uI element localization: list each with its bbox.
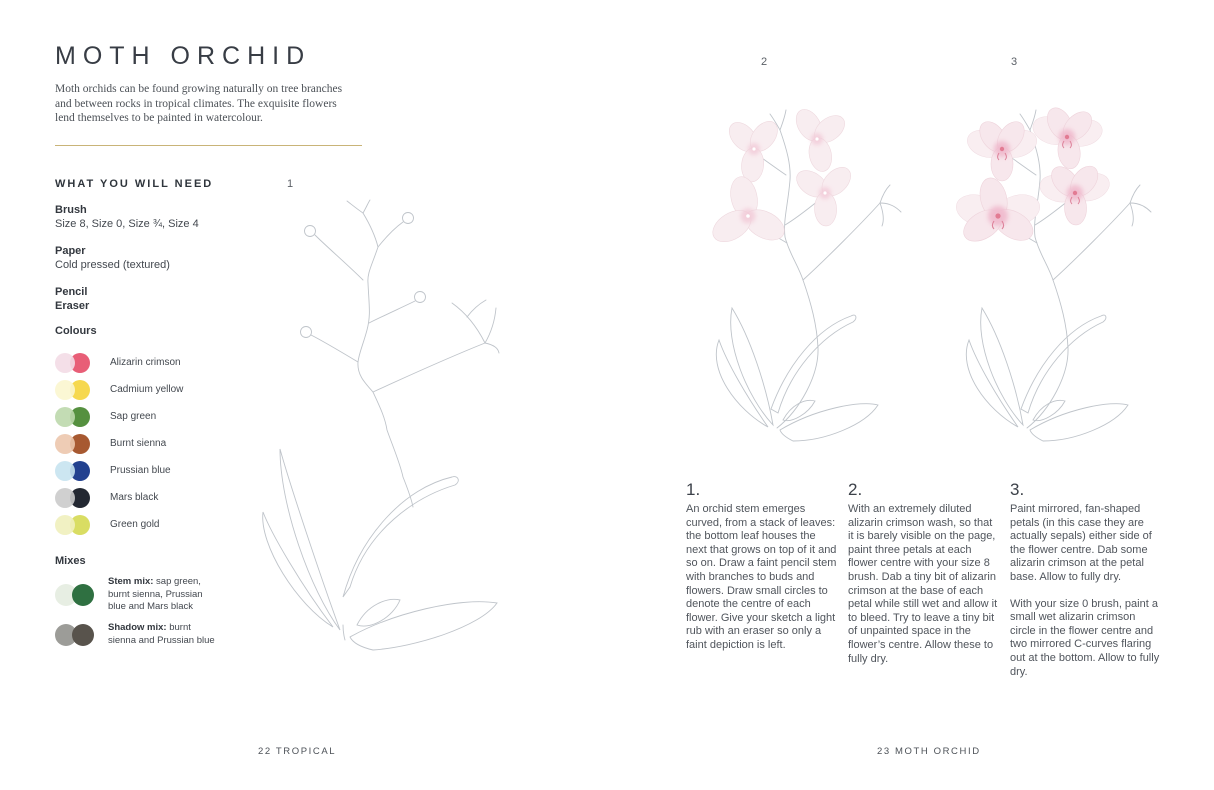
colour-label: Mars black — [110, 492, 159, 503]
step-3 — [1010, 480, 1162, 679]
colour-row — [55, 403, 183, 430]
colour-row — [55, 511, 183, 538]
step-2-number: 2. — [848, 480, 863, 499]
flower-full — [1029, 104, 1105, 171]
colour-row — [55, 430, 183, 457]
flower-wash — [724, 116, 783, 183]
flower-full — [953, 175, 1044, 248]
material-paper-label: Paper — [55, 245, 86, 257]
swatch-light-icon — [55, 488, 75, 508]
colour-row — [55, 484, 183, 511]
step-1-text: An orchid stem emerges curved, from a stack of leaves: the bottom leaf houses the next that grows on top of it and so on. Draw a faint pencil stem with branches to buds and flowers. Draw small circles to denote the centre of each flower. Give your sketch a light rub with an eraser so only a faint depiction is left. — [686, 503, 837, 651]
mix-label — [108, 576, 218, 614]
material-brush — [55, 204, 199, 231]
figure-1-pencil-sketch — [245, 185, 555, 685]
figure-label-1: 1 — [287, 178, 294, 190]
colour-label: Cadmium yellow — [110, 384, 184, 395]
swatch-light-icon — [55, 515, 75, 535]
step-2 — [848, 480, 1000, 666]
colour-row — [55, 349, 183, 376]
material-eraser-label: Eraser — [55, 299, 90, 312]
mixes-heading: Mixes — [55, 555, 86, 567]
mix-name: Shadow mix: — [108, 622, 167, 633]
swatch-light-icon — [55, 407, 75, 427]
colour-label: Prussian blue — [110, 465, 171, 476]
flower-wash — [791, 105, 850, 174]
mix-name: Stem mix: — [108, 576, 154, 587]
colours-heading: Colours — [55, 325, 97, 337]
step-3-text-2: With your size 0 brush, paint a small wet alizarin crimson circle in the flower centre and two mirrored C-curves flaring out at the bottom. Allow to fully dry. — [1010, 597, 1160, 678]
colour-row — [55, 376, 183, 403]
material-pencil-label: Pencil — [55, 286, 88, 298]
figure-3-watercolour-sketch — [915, 75, 1214, 460]
material-paper — [55, 245, 170, 272]
step-3-number: 3. — [1010, 480, 1025, 499]
footer-right-page: 23 MOTH ORCHID — [877, 746, 981, 757]
mix-ingredients: burnt sienna and Prussian blue — [108, 622, 215, 646]
mix-row-shadow — [55, 622, 218, 647]
mix-ingredients: sap green, burnt sienna, Prussian blue and Mars black — [108, 576, 203, 612]
needs-heading: WHAT YOU WILL NEED — [55, 178, 214, 190]
material-brush-detail: Size 8, Size 0, Size ¾, Size 4 — [55, 217, 199, 230]
step-2-text: With an extremely diluted alizarin crimson wash, so that it is barely visible on the page, paint three petals at each flower centre with your size 8 brush. Dab a tiny bit of alizarin crimson at the base of each petal while still wet and allow it to bleed. Try to leave a tiny bit of unpainted space in the flower’s centre. Allow these to fully dry. — [848, 503, 998, 665]
colour-list — [55, 349, 183, 538]
footer-left-page: 22 TROPICAL — [258, 746, 337, 757]
flower-full — [964, 117, 1041, 181]
intro-text: Moth orchids can be found growing naturally on tree branches and between rocks in tropical climates. The exquisite flowers lend themselves to be painted in watercolour. — [55, 83, 343, 124]
figure-label-2: 2 — [761, 56, 768, 68]
colour-label: Sap green — [110, 411, 157, 422]
material-pencil-eraser — [55, 286, 89, 313]
colour-label: Green gold — [110, 519, 160, 530]
colour-label: Alizarin crimson — [110, 357, 181, 368]
swatch-dark-icon — [72, 584, 94, 606]
page-title: MOTH ORCHID — [55, 42, 312, 70]
material-brush-label: Brush — [55, 204, 87, 216]
colour-row — [55, 457, 183, 484]
swatch-light-icon — [55, 380, 75, 400]
mix-label — [108, 622, 218, 647]
figure-label-3: 3 — [1011, 56, 1018, 68]
step-1-number: 1. — [686, 480, 701, 499]
flower-wash — [707, 174, 789, 248]
material-paper-detail: Cold pressed (textured) — [55, 258, 170, 271]
step-1 — [686, 480, 838, 653]
swatch-light-icon — [55, 434, 75, 454]
swatch-dark-icon — [72, 624, 94, 646]
swatch-light-icon — [55, 461, 75, 481]
mix-row-stem — [55, 576, 218, 614]
colour-label: Burnt sienna — [110, 438, 167, 449]
swatch-light-icon — [55, 353, 75, 373]
accent-divider — [55, 145, 362, 146]
step-3-text: Paint mirrored, fan-shaped petals (in this case they are actually sepals) either side of the flower centre. Dab some alizarin crimson at the petal base. Allow to fully dry. — [1010, 503, 1152, 583]
